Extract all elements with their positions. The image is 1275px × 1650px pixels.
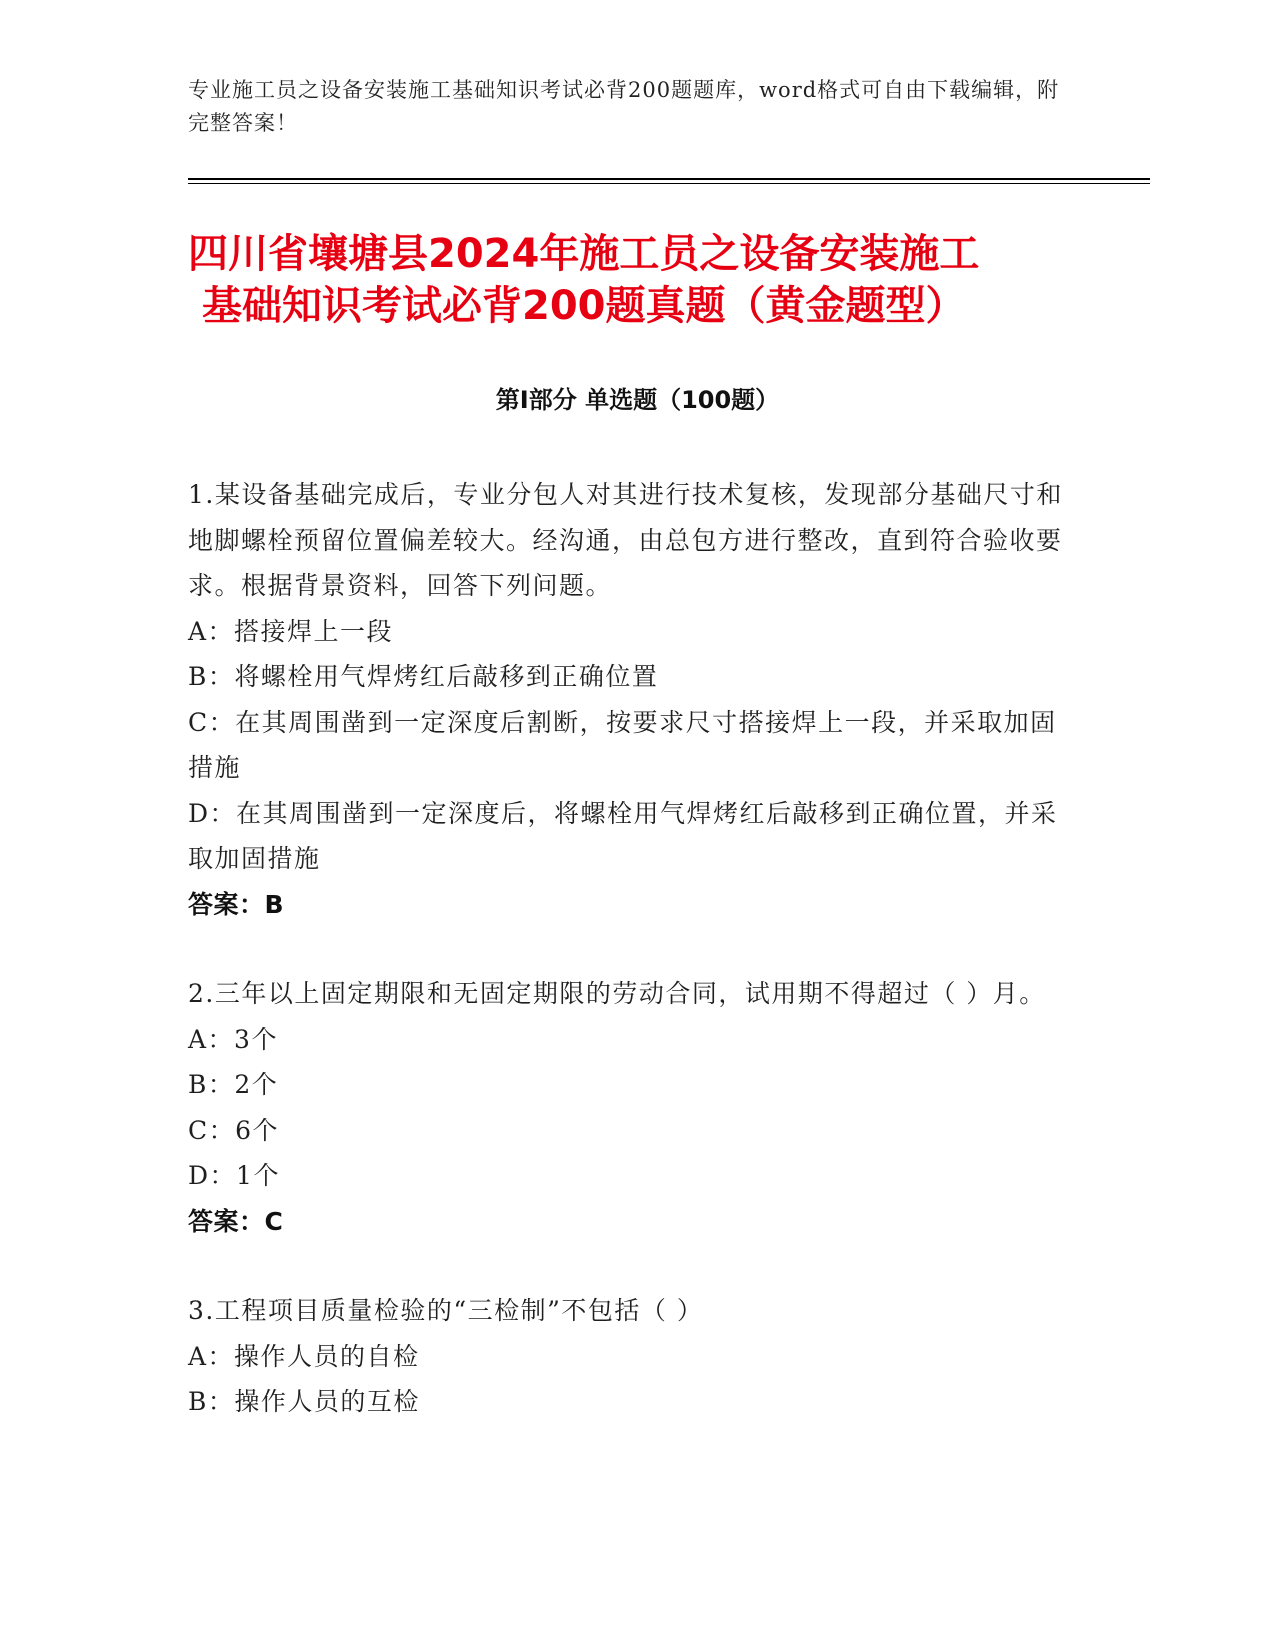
option-b: B：2个 (188, 1070, 279, 1099)
header-divider-thick (188, 178, 1150, 180)
question-3 (188, 1288, 1068, 1425)
question-text: 2.三年以上固定期限和无固定期限的劳动合同，试用期不得超过（ ）月。 (188, 979, 1046, 1008)
title-line-2: 基础知识考试必背200题真题（黄金题型） (202, 283, 966, 329)
option-b: B：将螺栓用气焊烤红后敲移到正确位置 (188, 662, 659, 691)
option-b: B：操作人员的互检 (188, 1387, 420, 1416)
question-text: 1.某设备基础完成后，专业分包人对其进行技术复核，发现部分基础尺寸和地脚螺栓预留位置偏差较大。经沟通，由总包方进行整改，直到符合验收要求。根据背景资料，回答下列问题。 (188, 480, 1063, 600)
option-a: A：操作人员的自检 (188, 1341, 420, 1371)
section-title: 第Ⅰ部分 单选题（100题） (495, 386, 780, 414)
option-a: A：3个 (188, 1024, 278, 1054)
option-c: C：6个 (188, 1115, 280, 1145)
answer: 答案：B (188, 889, 285, 919)
question-text: 3.工程项目质量检验的“三检制”不包括（ ） (188, 1296, 704, 1325)
question-2 (188, 971, 1068, 1244)
option-d: D：在其周围凿到一定深度后，将螺栓用气焊烤红后敲移到正确位置，并采取加固措施 (188, 798, 1058, 873)
option-a: A：搭接焊上一段 (188, 616, 394, 646)
answer: 答案：C (188, 1206, 284, 1236)
option-c: C：在其周围凿到一定深度后割断，按要求尺寸搭接焊上一段，并采取加固措施 (188, 707, 1057, 782)
option-d: D：1个 (188, 1161, 280, 1190)
header-divider-thin (188, 183, 1150, 184)
header-note: 专业施工员之设备安装施工基础知识考试必背200题题库，word格式可自由下载编辑，附完整答案！ (188, 78, 1060, 135)
document-title (188, 228, 1108, 332)
question-list (188, 472, 1068, 1469)
title-line-1: 四川省壤塘县2024年施工员之设备安装施工 (188, 231, 980, 277)
question-1 (188, 472, 1068, 927)
